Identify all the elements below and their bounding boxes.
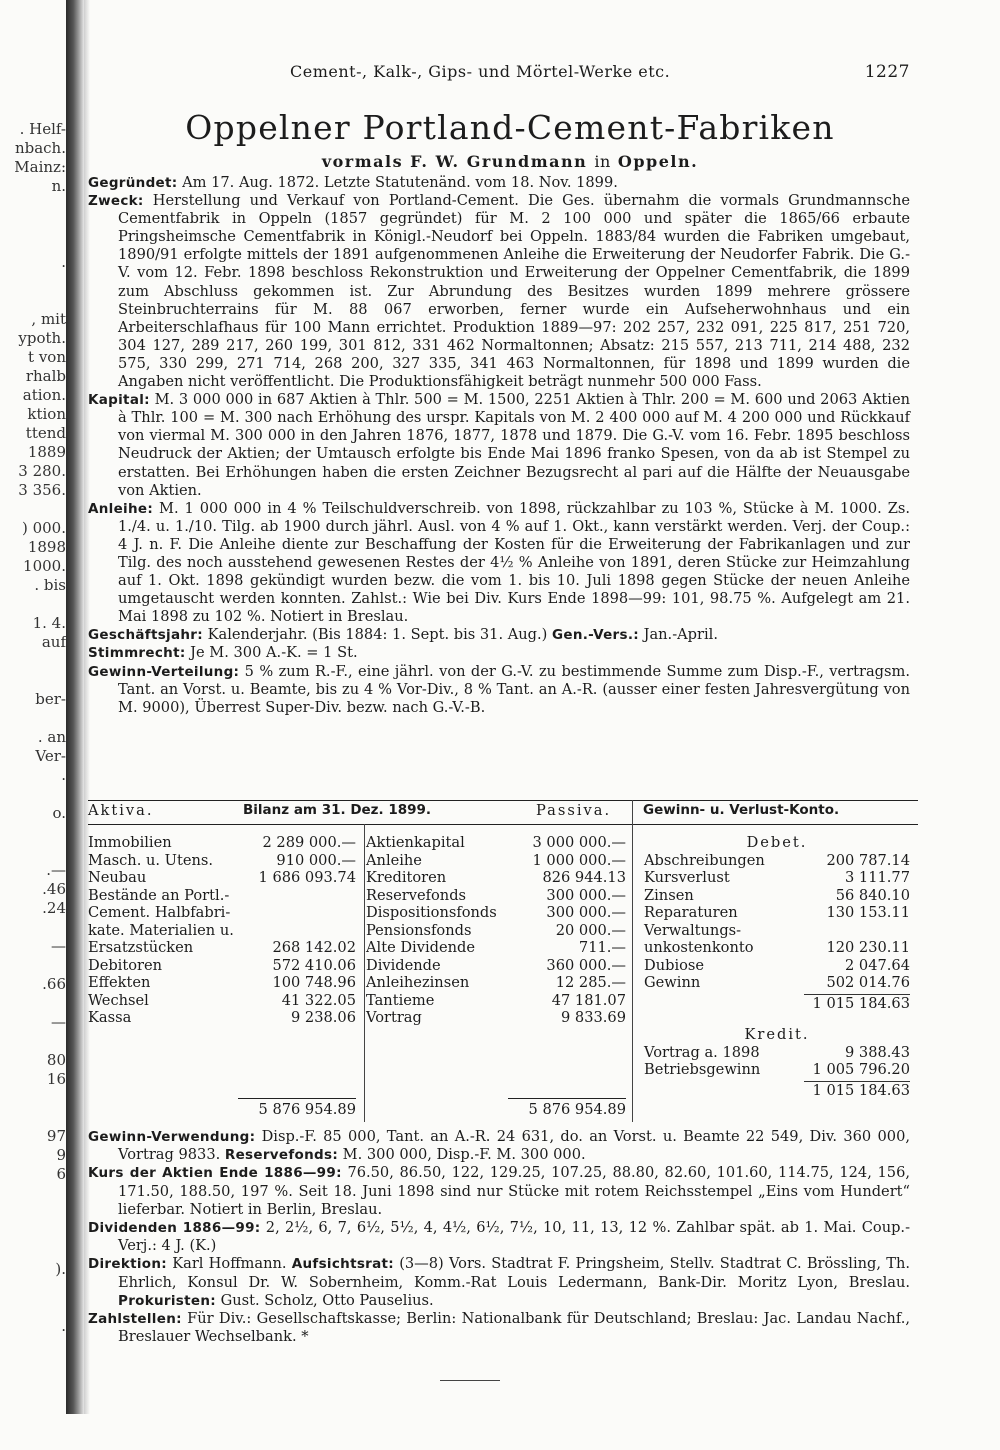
subtitle-in: in	[594, 152, 611, 171]
row-name: Dubiose	[644, 956, 705, 974]
row-name: Aktienkapital	[366, 834, 465, 851]
row-name: Pensionsfonds	[366, 921, 472, 939]
neighbor-margin-line	[0, 1241, 66, 1260]
debet-total: 1 015 184.63	[812, 994, 910, 1012]
section-paragraph	[88, 1255, 910, 1310]
neighbor-margin-line	[0, 823, 66, 842]
row-name: Wechsel	[88, 991, 149, 1009]
section-paragraph	[88, 1219, 910, 1255]
neighbor-margin-line: ation.	[22, 386, 66, 404]
row-name: Zinsen	[644, 886, 694, 904]
gv-column	[644, 834, 910, 1099]
page-number: 1227	[864, 62, 910, 82]
section-paragraph	[88, 1128, 910, 1164]
table-row	[88, 887, 356, 905]
neighbor-margin-line	[0, 595, 66, 614]
section-text: M. 3 000 000 in 687 Aktien à Thlr. 500 = M. 1500, 2251 Aktien à Thlr. 200 = M. 600 und 2063 Aktien à Thlr. 100 = M. 300 nach Erhöhung des urspr. Kapitals von M. 2 400 000 auf M. 4 200 000 und Rückkauf von viermal M. 300 000 in den Jahren 1876, 1877, 1878 und 1879. Die G.-V. vom 16. Febr. 1895 beschloss Neudruck der Aktien; der Umtausch erfolgte bis Ende Mai 1896 franko Spesen, von da ab ist Stempel zu erstatten. Bei Erhöhungen haben die ersten Zeichner Bezugsrecht al pari auf die Hälfte der Neuausgabe von Aktien.	[118, 391, 910, 499]
neighbor-margin-line	[0, 196, 66, 215]
neighbor-margin-line: 80	[46, 1051, 66, 1069]
neighbor-margin-line	[0, 918, 66, 937]
row-value: 360 000.—	[546, 956, 626, 974]
table-row	[88, 904, 356, 922]
neighbor-margin-line	[0, 1336, 66, 1355]
aktiva-total-rule	[238, 1098, 356, 1099]
table-row	[644, 957, 910, 975]
end-rule	[440, 1380, 500, 1381]
table-row	[88, 974, 356, 992]
row-value: 200 787.14	[826, 851, 910, 869]
section-text: 5 % zum R.-F., eine jährl. von der G.-V. zu bestimmende Summe zum Disp.-F., vertragsm. Tant. an Vorst. u. Beamte, bis zu 4 % Vor-Div., 8 % Tant. an A.-R. (ausser einer festen Jahresvergütung von M. 9000), Überrest Super-Div. bezw. nach G.-V.-B.	[118, 662, 910, 716]
row-name: Kreditoren	[366, 869, 447, 886]
section-label: Geschäftsjahr:	[88, 627, 203, 644]
neighbor-margin-line: ) 000.	[21, 519, 66, 537]
row-value: 130 153.11	[826, 904, 910, 921]
section-text: M. 1 000 000 in 4 % Teilschuldverschreib. von 1898, rückzahlbar zu 103 %, Stücke à M. 1000. Zs. 1./4. u. 1./10. Tilg. ab 1900 durch jährl. Ausl. von 4 % auf 1. Okt., kann verstärkt werden. Verj. der Coup.: 4 J. n. F. Die Anleihe diente zur Beschaffung der Kosten für die Erweiterung der Fabrikanlagen und zur Tilg. des noch ausstehend gewesenen Restes der 4½ % Anleihe von 1891, deren Stücke zur Heimzahlung auf 1. Okt. 1898 gekündigt wurden bezw. die vom 1. bis 10. Juli 1898 gegen Stücke der neuen Anleihe umgetauscht werden konnten. Zahlst.: Wie bei Div. Kurs Ende 1898—99: 101, 98.75 %. Aufgelegt am 21. Mai 1898 zu 102 %. Notiert in Breslau.	[118, 499, 910, 626]
row-name: Vortrag	[366, 1009, 422, 1026]
row-name: Dividende	[366, 956, 441, 974]
debet-label: Debet.	[746, 834, 808, 851]
divider-bilanz-gv	[632, 800, 633, 1122]
row-value: 2 047.64	[845, 956, 910, 974]
table-row	[88, 922, 356, 940]
neighbor-margin-line: ypoth.	[18, 329, 66, 347]
neighbor-margin-line: . Helf-	[19, 120, 66, 138]
neighbor-margin-line: t von	[28, 348, 66, 366]
table-row	[366, 1009, 626, 1027]
aktiva-label: Aktiva.	[88, 802, 154, 819]
row-name: Kursverlust	[644, 869, 730, 886]
neighbor-margin-line: n.	[51, 177, 66, 195]
neighbor-margin-line	[0, 1431, 66, 1450]
row-value: 572 410.06	[272, 956, 356, 974]
neighbor-margin-line: .	[61, 1317, 66, 1335]
table-row	[644, 852, 910, 870]
neighbor-margin-line: 1898	[27, 538, 66, 556]
section-text: 76.50, 86.50, 122, 129.25, 107.25, 88.80, 82.60, 101.60, 114.75, 124, 156, 171.50, 188.50, 197 %. Seit 18. Juni 1898 sind nur Stücke mit rotem Reichsstempel „Eins vom Hundert“ lieferbar. Notiert in Berlin, Breslau.	[118, 1164, 910, 1218]
section-text: Karl Hoffmann.	[167, 1255, 292, 1273]
neighbor-margin-line: .	[61, 766, 66, 784]
passiva-total-rule	[508, 1098, 626, 1099]
row-name: Debitoren	[88, 956, 163, 974]
neighbor-margin-line	[0, 842, 66, 861]
gv-title: Gewinn- u. Verlust-Konto.	[643, 802, 840, 818]
row-value: 1 686 093.74	[258, 869, 356, 886]
row-value: 1 005 796.20	[812, 1061, 910, 1078]
table-row	[88, 869, 356, 887]
section-text: Herstellung und Verkauf von Portland-Cement. Die Ges. übernahm die vormals Grundmannsche Cementfabrik in Oppeln (1857 gegründet) für M. 2 100 000 und später die 1865/66 erbaute Pringsheimsche Cementfabrik in Königl.-Neudorf bei Oppeln. 1883/84 wurden die Fabriken umgebaut, 1890/91 erfolgte mittels der 1891 aufgenommenen Anleihe die Erweiterung der Neudorfer Fabrik. Die G.-V. vom 12. Febr. 1898 beschloss Rekonstruktion und Erweiterung der Oppelner Cementfabrik, die 1899 zum Abschluss gekommen ist. Zur Abrundung des Besitzes wurden 1899 mehrere grössere Steinbruchterrains für M. 88 067 erworben, ferner wurde ein Aufseherwohnhaus und ein Arbeiterschlafhaus für 100 Mann errichtet. Produktion 1889—97: 202 257, 232 091, 225 817, 251 720, 304 127, 289 217, 260 199, 301 812, 331 462 Normaltonnen; Absatz: 215 557, 213 711, 214 488, 232 575, 330 299, 271 714, 268 200, 327 335, 341 463 Normaltonnen, für 1898 und 1899 wurden die Angaben nicht veröffentlicht. Die Produktionsfähigkeit beträgt nunmehr 500 000 Fass.	[118, 192, 910, 391]
table-row	[366, 922, 626, 940]
company-subtitle	[100, 152, 920, 171]
row-name: Masch. u. Utens.	[88, 851, 213, 869]
row-name: Abschreibungen	[644, 851, 765, 869]
neighbor-margin-line: nbach.	[14, 139, 66, 157]
section-label: Gen.-Vers.:	[551, 627, 639, 644]
table-row	[366, 869, 626, 887]
row-value: 502 014.76	[826, 974, 910, 991]
neighbor-margin-line	[0, 652, 66, 671]
neighbor-margin-line: ttend	[25, 424, 66, 442]
row-name: Neubau	[88, 869, 147, 886]
neighbor-margin-line	[0, 272, 66, 291]
table-row	[644, 939, 910, 957]
row-name: Reservefonds	[366, 886, 467, 904]
section-paragraph	[88, 500, 910, 627]
table-row	[88, 852, 356, 870]
row-name: Immobilien	[88, 834, 172, 851]
book-spine-shadow	[66, 0, 84, 1414]
section-text: Am 17. Aug. 1872. Letzte Statutenänd. vom 18. Nov. 1899.	[177, 174, 618, 191]
row-name: Effekten	[88, 974, 151, 991]
neighbor-margin-line: 3 356.	[18, 481, 66, 499]
section-label: Kapital:	[88, 392, 150, 409]
neighbor-margin-line: 1000.	[23, 557, 66, 575]
neighbor-margin-line: .66	[42, 975, 66, 993]
row-name: Tantieme	[366, 991, 435, 1009]
row-value: 9 238.06	[291, 1009, 356, 1026]
row-value: 300 000.—	[546, 904, 626, 921]
neighbor-margin-line: 1. 4.	[32, 614, 66, 632]
neighbor-margin-line	[0, 785, 66, 804]
section-paragraph	[88, 1164, 910, 1219]
divider-aktiva-passiva	[364, 824, 365, 1122]
neighbor-margin-line	[0, 956, 66, 975]
subtitle-place: Oppeln.	[617, 152, 699, 171]
row-value: 268 142.02	[272, 939, 356, 956]
row-value: 3 111.77	[845, 869, 910, 886]
row-name: Cement. Halbfabri-	[88, 904, 231, 921]
running-title: Cement-, Kalk-, Gips- und Mörtel-Werke etc.	[290, 62, 671, 81]
row-value: 12 285.—	[555, 974, 626, 991]
row-name: Anleihezinsen	[366, 974, 470, 991]
passiva-label: Passiva.	[536, 802, 612, 819]
section-label: Aufsichtsrat:	[291, 1256, 394, 1273]
table-row	[366, 992, 626, 1010]
kredit-total: 1 015 184.63	[812, 1081, 910, 1099]
neighbor-margin-line	[0, 1298, 66, 1317]
table-row	[366, 974, 626, 992]
neighbor-margin-line	[0, 1184, 66, 1203]
neighbor-margin-line	[0, 215, 66, 234]
balance-header-row	[88, 800, 918, 822]
row-name: Gewinn	[644, 974, 701, 991]
table-row	[644, 869, 910, 887]
table-row	[88, 957, 356, 975]
row-name: Verwaltungs-	[644, 921, 742, 939]
neighbor-margin-line: 16	[46, 1070, 66, 1088]
table-row	[366, 852, 626, 870]
row-name: Vortrag a. 1898	[644, 1043, 760, 1061]
neighbor-margin-line: —	[51, 937, 66, 955]
neighbor-margin-line	[0, 1412, 66, 1431]
section-paragraph	[88, 192, 910, 391]
kredit-label: Kredit.	[744, 1026, 810, 1043]
row-value: 910 000.—	[276, 851, 356, 869]
neighbor-margin-line	[0, 291, 66, 310]
table-row	[644, 1044, 910, 1062]
table-row	[644, 1061, 910, 1079]
neighbor-margin-line	[0, 1089, 66, 1108]
section-text: Je M. 300 A.-K. = 1 St.	[185, 644, 358, 662]
neighbor-margin-line	[0, 671, 66, 690]
row-value: 100 748.96	[272, 974, 356, 991]
table-row	[88, 992, 356, 1010]
row-value: 2 289 000.—	[262, 834, 356, 851]
neighbor-margin-line: o.	[52, 804, 66, 822]
section-label: Prokuristen:	[118, 1292, 216, 1309]
section-label: Zweck:	[88, 193, 144, 210]
table-row	[366, 887, 626, 905]
row-value: 300 000.—	[546, 886, 626, 904]
neighbor-margin-line: ).	[55, 1260, 66, 1278]
neighbor-margin-line: .24	[42, 899, 66, 917]
table-header-rule	[88, 824, 918, 825]
company-lower-text	[88, 1128, 910, 1346]
section-text: 2, 2½, 6, 7, 6½, 5½, 4, 4½, 6½, 7½, 10, 11, 13, 12 %. Zahlbar spät. ab 1. Mai. Coup.-Verj.: 4 J. (K.)	[118, 1219, 911, 1255]
neighbor-margin-line	[0, 1393, 66, 1412]
section-text: Jan.-April.	[638, 626, 718, 644]
row-name: kate. Materialien u.	[88, 921, 234, 939]
aktiva-total: 5 876 954.89	[258, 1101, 356, 1118]
row-value: 41 322.05	[281, 991, 356, 1009]
section-text: Kalenderjahr. (Bis 1884: 1. Sept. bis 31. Aug.)	[202, 626, 552, 644]
table-row	[644, 922, 910, 940]
aktiva-list	[88, 834, 356, 1027]
row-name: Ersatzstücken	[88, 939, 194, 956]
neighbor-margin-line: —	[51, 1013, 66, 1031]
section-label: Stimmrecht:	[88, 645, 186, 662]
balance-title: Bilanz am 31. Dez. 1899.	[243, 802, 432, 818]
section-text: (3—8) Vors. Stadtrat F. Pringsheim, Stellv. Stadtrat C. Brössling, Th. Ehrlich, Konsul Dr. W. Sobernheim, Komm.-Rat Louis Ledermann, Bank-Dir. Moritz Lyon, Breslau.	[118, 1255, 910, 1291]
neighbor-margin-line	[0, 1203, 66, 1222]
row-name: Alte Dividende	[366, 939, 475, 956]
row-value: 1 000 000.—	[532, 851, 626, 869]
table-row	[366, 834, 626, 852]
neighbor-margin-line: .—	[46, 861, 66, 879]
company-title: Oppelner Portland-Cement-Fabriken	[185, 108, 835, 147]
passiva-list	[366, 834, 626, 1027]
row-name: Bestände an Portl.-	[88, 886, 230, 904]
table-row	[88, 834, 356, 852]
neighbor-margin-line	[0, 1279, 66, 1298]
section-text: Gust. Scholz, Otto Pauselius.	[215, 1291, 434, 1309]
neighbor-margin-line: . bis	[34, 576, 66, 594]
row-value: 20 000.—	[555, 921, 626, 939]
table-row	[366, 904, 626, 922]
neighbor-margin-line	[0, 1222, 66, 1241]
neighbor-margin-line	[0, 1355, 66, 1374]
neighbor-margin-line: .	[61, 253, 66, 271]
section-label: Gegründet:	[88, 175, 178, 191]
table-row	[366, 957, 626, 975]
row-name: Dispositionsfonds	[366, 904, 497, 921]
neighbor-margin-line	[0, 1108, 66, 1127]
section-paragraph	[88, 1310, 910, 1346]
row-value: 711.—	[578, 939, 626, 956]
row-name: Kassa	[88, 1009, 132, 1026]
section-text: Für Div.: Gesellschaftskasse; Berlin: Nationalbank für Deutschland; Breslau: Jac. Landau Nachf., Breslauer Wechselbank. *	[118, 1310, 910, 1346]
row-value: 3 000 000.—	[532, 834, 626, 851]
row-name: Betriebsgewinn	[644, 1061, 761, 1078]
neighbor-margin-line: , mit	[31, 310, 66, 328]
row-value: 9 388.43	[845, 1043, 910, 1061]
section-label: Gewinn-Verwendung:	[88, 1129, 256, 1145]
table-row	[366, 939, 626, 957]
section-label: Reservefonds:	[224, 1147, 339, 1164]
section-label: Anleihe:	[88, 500, 154, 517]
company-body-text	[88, 174, 910, 717]
section-text: Disp.-F. 85 000, Tant. an A.-R. 24 631, do. an Vorst. u. Beamte 22 549, Div. 360 000, Vortrag 9833.	[118, 1128, 910, 1164]
neighbor-margin-line	[0, 994, 66, 1013]
table-row	[644, 974, 910, 992]
debet-list	[644, 852, 910, 992]
neighbor-margin-line	[0, 1374, 66, 1393]
table-row	[644, 904, 910, 922]
kredit-list	[644, 1044, 910, 1079]
row-name: Reparaturen	[644, 904, 738, 921]
neighbor-margin-line: ber-	[35, 690, 66, 708]
neighbor-margin-line: 97	[46, 1127, 66, 1145]
row-name: Anleihe	[366, 851, 422, 869]
section-paragraph	[88, 391, 910, 500]
neighbor-margin-line	[0, 234, 66, 253]
section-paragraph	[88, 644, 910, 662]
section-paragraph	[88, 174, 910, 192]
section-label: Dividenden 1886—99:	[88, 1220, 261, 1237]
neighbor-margin-line: Mainz:	[14, 158, 66, 176]
row-value: 9 833.69	[561, 1009, 626, 1026]
neighbor-page-margin	[0, 120, 66, 1450]
row-name: unkostenkonto	[644, 939, 754, 956]
section-label: Gewinn-Verteilung:	[88, 663, 240, 680]
neighbor-margin-line: 9	[56, 1146, 66, 1164]
section-label: Zahlstellen:	[88, 1311, 182, 1328]
neighbor-margin-line: ktion	[27, 405, 66, 423]
neighbor-margin-line: 1889	[27, 443, 66, 461]
neighbor-margin-line: auf	[41, 633, 66, 651]
row-value: 120 230.11	[826, 939, 910, 956]
row-value: 56 840.10	[835, 886, 910, 904]
table-row	[644, 887, 910, 905]
section-paragraph	[88, 663, 910, 717]
neighbor-margin-line	[0, 1032, 66, 1051]
passiva-total: 5 876 954.89	[528, 1101, 626, 1118]
table-row	[88, 939, 356, 957]
section-paragraph	[88, 626, 910, 644]
neighbor-margin-line: 3 280.	[18, 462, 66, 480]
neighbor-margin-line: 6	[56, 1165, 66, 1183]
neighbor-margin-line: Ver-	[35, 747, 66, 765]
table-row	[88, 1009, 356, 1027]
neighbor-margin-line: rhalb	[25, 367, 66, 385]
row-value: 47 181.07	[551, 991, 626, 1009]
neighbor-margin-line: .46	[42, 880, 66, 898]
section-label: Direktion:	[88, 1256, 167, 1273]
neighbor-margin-line: . an	[37, 728, 66, 746]
neighbor-margin-line	[0, 709, 66, 728]
row-value: 826 944.13	[542, 869, 626, 886]
section-label: Kurs der Aktien Ende 1886—99:	[88, 1165, 342, 1182]
neighbor-margin-line	[0, 500, 66, 519]
subtitle-former-name: vormals F. W. Grundmann	[321, 152, 588, 171]
section-text: M. 300 000, Disp.-F. M. 300 000.	[338, 1146, 586, 1164]
